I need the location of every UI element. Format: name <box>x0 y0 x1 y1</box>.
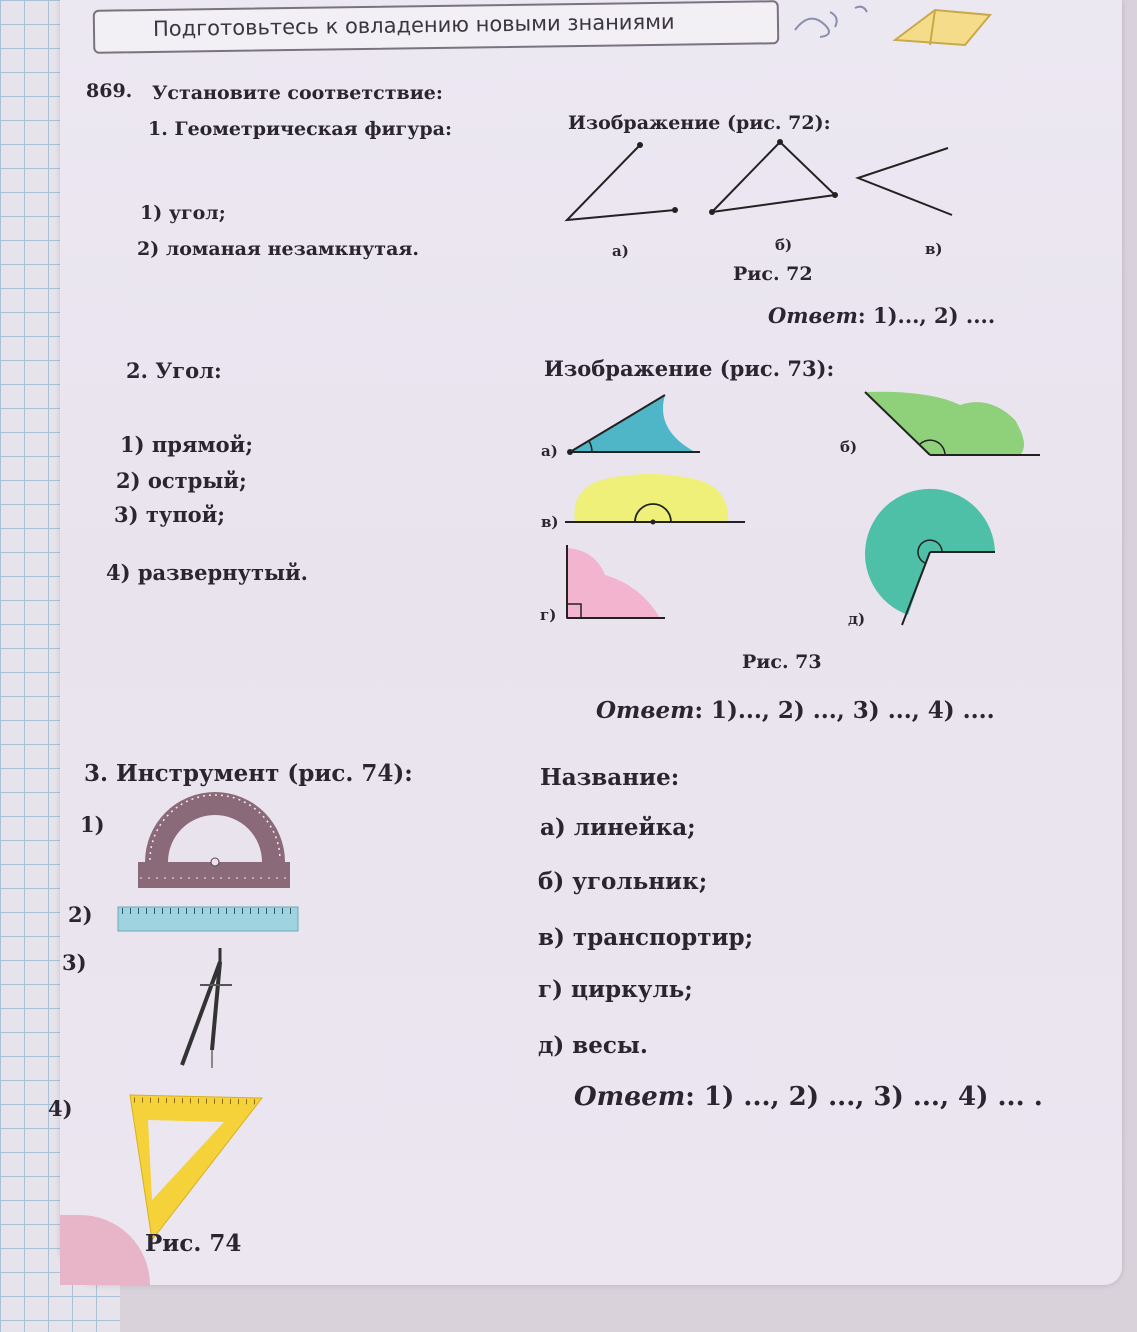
tool-name: г) циркуль; <box>538 976 693 1003</box>
figure-label: г) <box>540 606 557 624</box>
figure-label: д) <box>848 610 866 628</box>
problem-instruction: Установите соответствие: <box>152 82 443 104</box>
tool-number: 1) <box>80 812 105 837</box>
tool-number: 2) <box>68 902 93 927</box>
protractor-icon <box>138 792 290 888</box>
set-square-icon <box>130 1095 262 1240</box>
tool-name: а) линейка; <box>540 814 696 841</box>
figure-label: а) <box>612 242 629 260</box>
part1-heading: 1. Геометрическая фигура: <box>148 118 452 140</box>
part3-heading: 3. Инструмент (рис. 74): <box>84 760 413 787</box>
tool-name: д) весы. <box>538 1032 648 1059</box>
part1-image-heading: Изображение (рис. 72): <box>568 112 831 134</box>
part3-name-heading: Название: <box>540 764 680 791</box>
answer-label: Ответ <box>574 1082 686 1112</box>
part2-item: 4) развернутый. <box>106 560 308 585</box>
section-header-title: Подготовьтесь к овладению новыми знаниями <box>152 9 675 41</box>
tool-name: б) угольник; <box>538 868 708 895</box>
tool-number: 3) <box>62 950 87 975</box>
figure-label: в) <box>541 513 559 531</box>
figure-label: в) <box>925 240 943 258</box>
figure-caption: Рис. 72 <box>733 263 813 285</box>
figure-caption: Рис. 73 <box>742 651 822 673</box>
part2-item: 3) тупой; <box>114 502 226 527</box>
answer-label: Ответ <box>596 697 695 724</box>
part1-item: 1) угол; <box>140 202 226 224</box>
compass-icon <box>182 948 232 1068</box>
part1-item: 2) ломаная незамкнутая. <box>137 238 420 260</box>
figure-caption: Рис. 74 <box>145 1230 242 1257</box>
problem-number: 869. <box>86 80 133 102</box>
part2-item: 1) прямой; <box>120 432 254 457</box>
part2-image-heading: Изображение (рис. 73): <box>544 356 835 381</box>
figure-label: б) <box>840 438 858 456</box>
answer-label: Ответ <box>768 303 858 328</box>
answer-blanks: : 1)..., 2) ..., 3) ..., 4) .... <box>694 697 995 724</box>
tool-name: в) транспортир; <box>538 924 754 951</box>
figure-label: а) <box>541 442 558 460</box>
ruler-icon <box>118 907 298 931</box>
figure-label: б) <box>775 236 793 254</box>
part2-item: 2) острый; <box>116 468 247 493</box>
answer-blanks: : 1)..., 2) .... <box>857 303 996 328</box>
tool-number: 4) <box>48 1096 73 1121</box>
part2-heading: 2. Угол: <box>126 358 222 383</box>
answer-blanks: : 1) ..., 2) ..., 3) ..., 4) ... . <box>685 1082 1043 1112</box>
